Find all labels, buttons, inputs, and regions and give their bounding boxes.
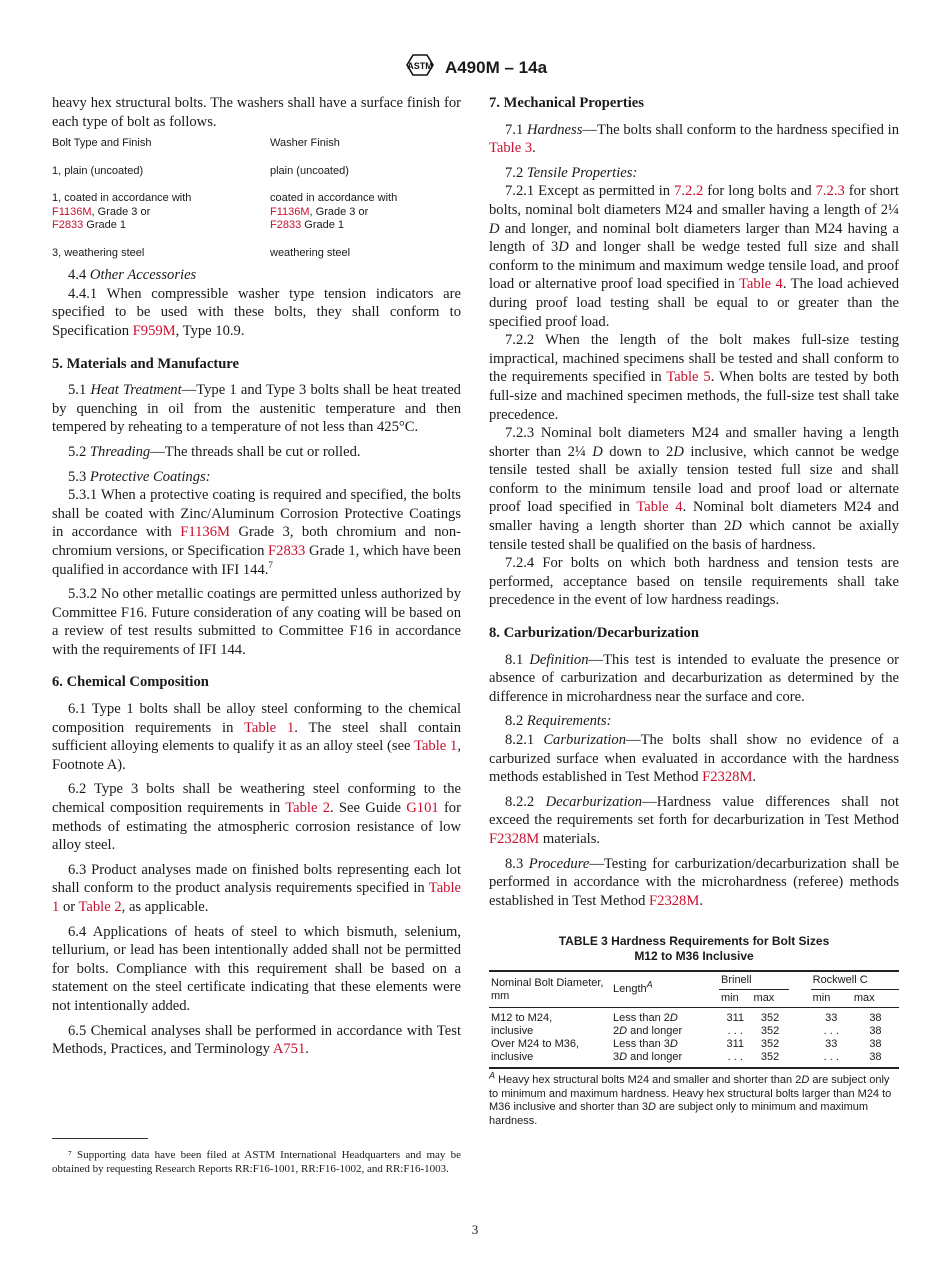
cell-rockwell-max: 38 <box>869 1038 882 1051</box>
finish-cell <box>270 192 461 233</box>
cell-rockwell-min: . . . <box>823 1051 839 1064</box>
cell-length: 2D and longer <box>613 1025 683 1038</box>
section-7-2: 7.2 Tensile Properties: <box>505 164 638 181</box>
link-f1136m[interactable]: F1136M <box>180 524 230 541</box>
link-f2328m[interactable]: F2328M <box>702 769 753 786</box>
cell-length: 3D and longer <box>613 1051 683 1064</box>
left-column <box>52 94 461 1065</box>
link-table-2[interactable]: Table 2 <box>78 899 122 915</box>
link-f2833[interactable]: F2833 <box>52 219 84 232</box>
cell-diameter: Over M24 to M36, <box>491 1038 580 1051</box>
cell-rockwell-max: 38 <box>869 1051 882 1064</box>
text: coated in accordance with <box>270 192 398 205</box>
finish-row <box>52 192 461 233</box>
section-7-2-3: 7.2.3 Nominal bolt diameters M24 and smaller having a length shorter than 2¼ D down to 2D inclusive, which cannot be wedge tensile tested shall be axially tension tested full size and shall conform to the minimum tensile load and proof load or alternate proof load specified in Table 4. Nominal bolt diameters M24 and smaller having a length shorter than 2D which cannot be axially tensile tested shall be qualified on the basis of hardness. <box>489 425 899 553</box>
heading-section-7: 7. Mechanical Properties <box>489 95 644 111</box>
table-3-hardness <box>489 970 899 1069</box>
col-rockwell: Rockwell C <box>811 971 899 990</box>
cell-rockwell-min: 33 <box>825 1038 838 1051</box>
text: , Grade 3 or <box>309 205 369 218</box>
intro-paragraph: heavy hex structural bolts. The washers shall have a surface finish for each type of bolt as follows. <box>52 95 461 130</box>
cell-brinell-min: 311 <box>726 1012 745 1025</box>
link-a751[interactable]: A751 <box>272 1041 306 1058</box>
table-row <box>489 1038 899 1051</box>
heading-section-6: 6. Chemical Composition <box>52 674 209 691</box>
section-5-3-1: 5.3.1 When a protective coating is required and specified, the bolts shall be coated with Zinc/Aluminum Corrosion Protective Coatings in accordance with F1136M Grade 3, both chromium and non-chromium versions, or Specification F2833 Grade 1, which have been qualified in accordance with IFI 144.$^7$ <box>52 487 461 578</box>
cell-brinell-min: . . . <box>727 1051 743 1064</box>
cell-length: Less than 2D <box>613 1012 678 1025</box>
section-7-2-4: 7.2.4 For bolts on which both hardness and tension tests are performed, acceptance based on tensile requirements shall take precedence in the event of low hardness readings. <box>489 555 899 609</box>
link-f2833[interactable]: F2833 <box>270 219 302 232</box>
right-column <box>489 94 899 1128</box>
cell-rockwell-min: 33 <box>825 1012 838 1025</box>
link-7-2-2[interactable]: 7.2.2 <box>674 183 704 200</box>
section-6-1: 6.1 Type 1 bolts shall be alloy steel conforming to the chemical composition requirements in Table 1. The steel shall contain sufficient alloying elements to qualify it as an alloy steel (see Table 1, Footnote A). <box>52 701 462 773</box>
cell-brinell-min: . . . <box>727 1025 743 1038</box>
finish-cell: plain (uncoated) <box>270 164 349 177</box>
link-f1136m[interactable]: F1136M <box>52 205 92 218</box>
section-6-2: 6.2 Type 3 bolts shall be weathering steel conforming to the chemical composition requirements in Table 2. See Guide G101 for methods of estimating the atmospheric corrosion resistance of low alloy steel. <box>52 781 461 854</box>
cell-brinell-min: 311 <box>726 1038 745 1051</box>
section-8-3: 8.3 Procedure—Testing for carburization/decarburization shall be performed in accordance with the microhardness (referee) methods established in Test Method F2328M. <box>489 855 899 909</box>
col-rockwell-max: max <box>852 990 899 1008</box>
link-table-5[interactable]: Table 5 <box>666 369 711 386</box>
section-8-1: 8.1 Definition—This test is intended to evaluate the presence or absence of carburization and decarburization as determined by the difference in microhardness near the surface and core. <box>489 651 899 705</box>
text: 1, coated in accordance with <box>52 192 192 205</box>
section-6-3: 6.3 Product analyses made on finished bolts representing each lot shall conform to the product analysis requirements specified in Table 1 or Table 2, as applicable. <box>52 861 461 915</box>
link-f1136m[interactable]: F1136M <box>270 205 310 218</box>
cell-brinell-max: 352 <box>760 1038 780 1051</box>
table-row <box>489 1025 899 1038</box>
col-length: Length$^A$ <box>611 971 719 1008</box>
link-table-1[interactable]: Table 1 <box>52 880 461 915</box>
table-3-footnote: $^A$ Heavy hex structural bolts M24 and smaller and shorter than 2D are subject only to minimum and maximum hardness. Heavy hex structural bolts larger than M24 to M36 inclusive and shorter than 3D are subject only to minimum and maximum hardness. <box>489 1070 892 1127</box>
finish-cell: 1, plain (uncoated) <box>52 164 144 177</box>
cell-rockwell-max: 38 <box>869 1025 882 1038</box>
section-6-5: 6.5 Chemical analyses shall be performed in accordance with Test Methods, Practices, and Terminology A751. <box>52 1022 461 1058</box>
finish-row <box>52 165 461 179</box>
finish-cell: weathering steel <box>270 246 351 259</box>
table-row <box>489 1051 899 1068</box>
col-rockwell-min: min <box>811 990 852 1008</box>
heading-section-8: 8. Carburization/Decarburization <box>489 625 699 642</box>
section-5-3-2: 5.3.2 No other metallic coatings are permitted unless authorized by Committee F16. Future consideration of any coating will be based on a review of test results submitted to Committee F16 in accordance with the requirements of IFI 144. <box>52 586 461 658</box>
cell-rockwell-max: 38 <box>869 1012 882 1025</box>
section-5-3: 5.3 Protective Coatings: <box>68 468 211 485</box>
col-brinell-min: min <box>719 990 752 1008</box>
finish-cell <box>52 192 270 233</box>
section-7-2-1: 7.2.1 Except as permitted in 7.2.2 for long bolts and 7.2.3 for short bolts, nominal bolt diameters M24 and smaller having a length of 2¼ D and longer, and nominal bolt diameters larger than M24 having a length of 3D and longer shall be wedge tested full size and shall conform to the minimum and maximum wedge tensile load, and proof load or alternative proof load specified in Table 4. The load achieved during proof load testing shall be equal to or greater than the specified proof load. <box>489 183 899 330</box>
heading-section-5: 5. Materials and Manufacture <box>52 355 239 372</box>
col-nominal-diameter: Nominal Bolt Diameter, mm <box>489 971 611 1008</box>
cell-diameter: M12 to M24, <box>491 1012 553 1025</box>
col-brinell-max: max <box>752 990 789 1008</box>
finish-cell: 3, weathering steel <box>52 246 145 259</box>
cell-diameter: inclusive <box>491 1051 534 1064</box>
section-5-1: 5.1 Heat Treatment—Type 1 and Type 3 bolts shall be heat treated by quenching in oil from the austenitic temperature and then tempered by reheating to a temperature of not less than 425°C. <box>52 382 461 436</box>
finish-row <box>52 247 461 261</box>
section-7-2-2: 7.2.2 When the length of the bolt makes full-size testing impractical, machined specimens shall be tested and shall conform to the requirements specified in Table 5. When bolts are tested by both full-size and machined specimen methods, the full-size test shall take precedence. <box>489 332 899 423</box>
cell-diameter: inclusive <box>491 1025 534 1038</box>
cell-brinell-max: 352 <box>760 1012 780 1025</box>
link-g101[interactable]: G101 <box>406 800 439 817</box>
page-number: 3 <box>471 1222 479 1237</box>
text: Grade 1 <box>83 219 127 232</box>
link-table-1[interactable]: Table 1 <box>414 738 458 755</box>
table-3-title <box>489 934 899 964</box>
link-table-4[interactable]: Table 4 <box>738 276 783 293</box>
finish-header-row <box>52 137 461 151</box>
footnote-7: ⁷ Supporting data have been filed at ASTM International Headquarters and may be obtained by requesting Research Reports RR:F16-1001, RR:F16-1002, and RR:F16-1003. <box>52 1149 461 1175</box>
cell-rockwell-min: . . . <box>823 1025 839 1038</box>
link-table-1[interactable]: Table 1 <box>243 719 295 736</box>
table-row <box>489 1008 899 1026</box>
cell-brinell-max: 352 <box>760 1051 780 1064</box>
section-8-2-2: 8.2.2 Decarburization—Hardness value differences shall not exceed the requirements set forth for decarburization in Test Method F2328M materials. <box>489 793 899 847</box>
page-header <box>0 52 950 83</box>
text: Grade 1 <box>301 219 345 232</box>
section-5-2: 5.2 Threading—The threads shall be cut or rolled. <box>68 443 361 460</box>
footnote-divider <box>52 1138 148 1139</box>
table-3-title-line: TABLE 3 Hardness Requirements for Bolt Sizes <box>558 934 830 949</box>
document-id: A490M – 14a <box>444 57 548 77</box>
cell-length: Less than 3D <box>613 1038 678 1051</box>
cell-brinell-max: 352 <box>760 1025 780 1038</box>
section-6-4: 6.4 Applications of heats of steel to which bismuth, selenium, tellurium, or lead has been intentionally added shall not be permitted for bolts. Compliance with this requirement shall be based on a statement on the steel certificate indicating that these elements were not intentionally added. <box>52 923 461 1014</box>
link-f959m[interactable]: F959M <box>132 322 176 339</box>
section-8-2-1: 8.2.1 Carburization—The bolts shall show no evidence of a carburized surface when evaluated in accordance with the hardness methods established in Test Method F2328M. <box>489 732 899 786</box>
finish-header-bolt: Bolt Type and Finish <box>52 137 152 150</box>
section-4-4: 4.4 Other Accessories <box>68 267 197 284</box>
washer-finish-table <box>52 137 461 260</box>
link-f2328m[interactable]: F2328M <box>649 892 700 909</box>
col-brinell: Brinell <box>719 971 789 990</box>
link-f2328m[interactable]: F2328M <box>489 830 540 847</box>
table-3-title-line: M12 to M36 Inclusive <box>634 949 754 964</box>
link-table-2[interactable]: Table 2 <box>285 800 330 817</box>
link-f2833[interactable]: F2833 <box>268 542 306 559</box>
section-7-1: 7.1 Hardness—The bolts shall conform to the hardness specified in Table 3. <box>489 121 899 157</box>
finish-header-washer: Washer Finish <box>270 137 340 150</box>
section-8-2: 8.2 Requirements: <box>505 713 612 730</box>
text: , Grade 3 or <box>91 205 151 218</box>
astm-logo-icon <box>403 52 437 83</box>
link-table-3[interactable]: Table 3 <box>489 140 533 157</box>
section-4-4-1: 4.4.1 When compressible washer type tension indicators are specified to be used with these bolts, they shall conform to Specification F959M, Type 10.9. <box>52 285 461 339</box>
link-table-4[interactable]: Table 4 <box>636 499 683 516</box>
svg-text:ASTM: ASTM <box>407 61 433 71</box>
link-7-2-3[interactable]: 7.2.3 <box>815 183 845 200</box>
